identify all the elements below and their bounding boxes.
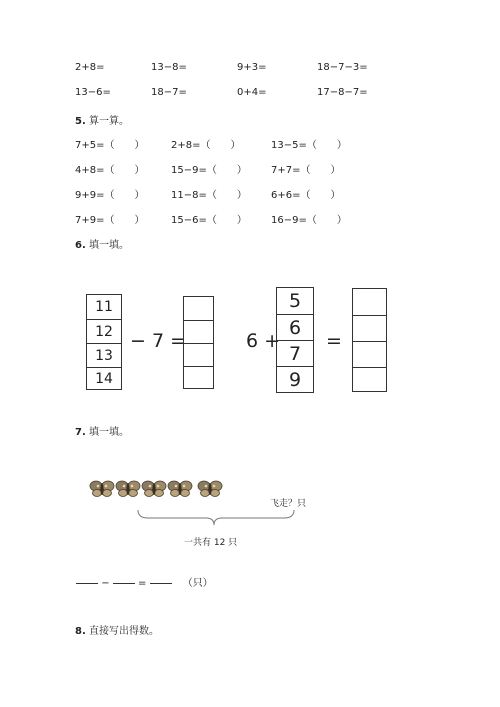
equation: 2+8=（ ） xyxy=(171,140,241,151)
equation: 17−8−7= xyxy=(317,87,368,98)
minus-seven-operator: − 7 = xyxy=(130,330,187,352)
equation: 7+7=（ ） xyxy=(271,165,341,176)
butterfly-icon xyxy=(90,481,114,497)
answer-cell[interactable] xyxy=(184,320,213,343)
total-label: 一共有 12 只 xyxy=(184,538,238,548)
equals-sign: = xyxy=(326,330,342,352)
number-cell: 7 xyxy=(277,340,313,366)
equation: 15−6=（ ） xyxy=(171,215,247,226)
question-5-heading xyxy=(75,112,129,127)
number-cell: 6 xyxy=(277,314,313,340)
butterfly-icon xyxy=(168,481,192,497)
question-number: 8. xyxy=(75,626,86,637)
answer-cell[interactable] xyxy=(353,341,386,367)
answer-equation xyxy=(76,574,213,589)
equation: 9+3= xyxy=(237,62,267,73)
butterfly-icon xyxy=(142,481,166,497)
question-title: 算一算。 xyxy=(88,116,129,127)
question-number: 5. xyxy=(75,116,86,127)
equation: 13−8= xyxy=(151,62,187,73)
number-cell: 14 xyxy=(87,367,121,390)
question-title: 直接写出得数。 xyxy=(88,626,159,637)
answer-cell[interactable] xyxy=(353,315,386,341)
answer-cell[interactable] xyxy=(184,366,213,389)
answer-cell[interactable] xyxy=(184,343,213,366)
number-cell: 5 xyxy=(288,290,302,312)
equation: 18−7= xyxy=(151,87,187,98)
number-column-left xyxy=(86,294,122,390)
equation: 7+5=（ ） xyxy=(75,140,145,151)
equation: 0+4= xyxy=(237,87,267,98)
question-7-heading xyxy=(75,423,129,438)
six-plus-operator: 6 + xyxy=(246,330,281,352)
question-8-heading xyxy=(75,622,159,637)
number-column-right xyxy=(276,287,314,393)
flown-away-label: 飞走？只 xyxy=(270,499,307,509)
answer-cell[interactable] xyxy=(353,367,386,392)
question-6-heading xyxy=(75,236,129,251)
answer-blank[interactable] xyxy=(150,582,172,584)
equation: 13−5=（ ） xyxy=(271,140,347,151)
answer-blank[interactable] xyxy=(76,582,98,584)
equation: 18−7−3= xyxy=(317,62,368,73)
equation: 2+8= xyxy=(75,62,105,73)
answer-blank[interactable] xyxy=(113,582,135,584)
equation: 11−8=（ ） xyxy=(171,190,247,201)
question-title: 填一填。 xyxy=(88,427,129,438)
answer-column-1[interactable] xyxy=(183,296,214,389)
butterflies-illustration xyxy=(88,474,228,506)
question-title: 填一填。 xyxy=(88,240,129,251)
butterfly-icon xyxy=(198,481,222,497)
number-cell: 12 xyxy=(87,319,121,343)
equation: 9+9=（ ） xyxy=(75,190,145,201)
number-cell: 9 xyxy=(277,366,313,393)
equation: 16−9=（ ） xyxy=(271,215,347,226)
equation: 15−9=（ ） xyxy=(171,165,247,176)
equation: 6+6=（ ） xyxy=(271,190,341,201)
total-brace xyxy=(136,508,296,528)
unit-label: （只） xyxy=(182,578,213,589)
number-cell: 11 xyxy=(95,299,113,315)
question-number: 6. xyxy=(75,240,86,251)
answer-cell[interactable] xyxy=(353,289,386,315)
butterfly-icon xyxy=(116,481,140,497)
answer-cell[interactable] xyxy=(184,297,213,320)
question-number: 7. xyxy=(75,427,86,438)
number-cell: 13 xyxy=(87,343,121,367)
equation: 13−6= xyxy=(75,87,111,98)
equation: 4+8=（ ） xyxy=(75,165,145,176)
equation: 7+9=（ ） xyxy=(75,215,145,226)
equals-sign: = xyxy=(137,578,147,589)
answer-column-2[interactable] xyxy=(352,288,387,392)
minus-sign: − xyxy=(101,578,110,589)
